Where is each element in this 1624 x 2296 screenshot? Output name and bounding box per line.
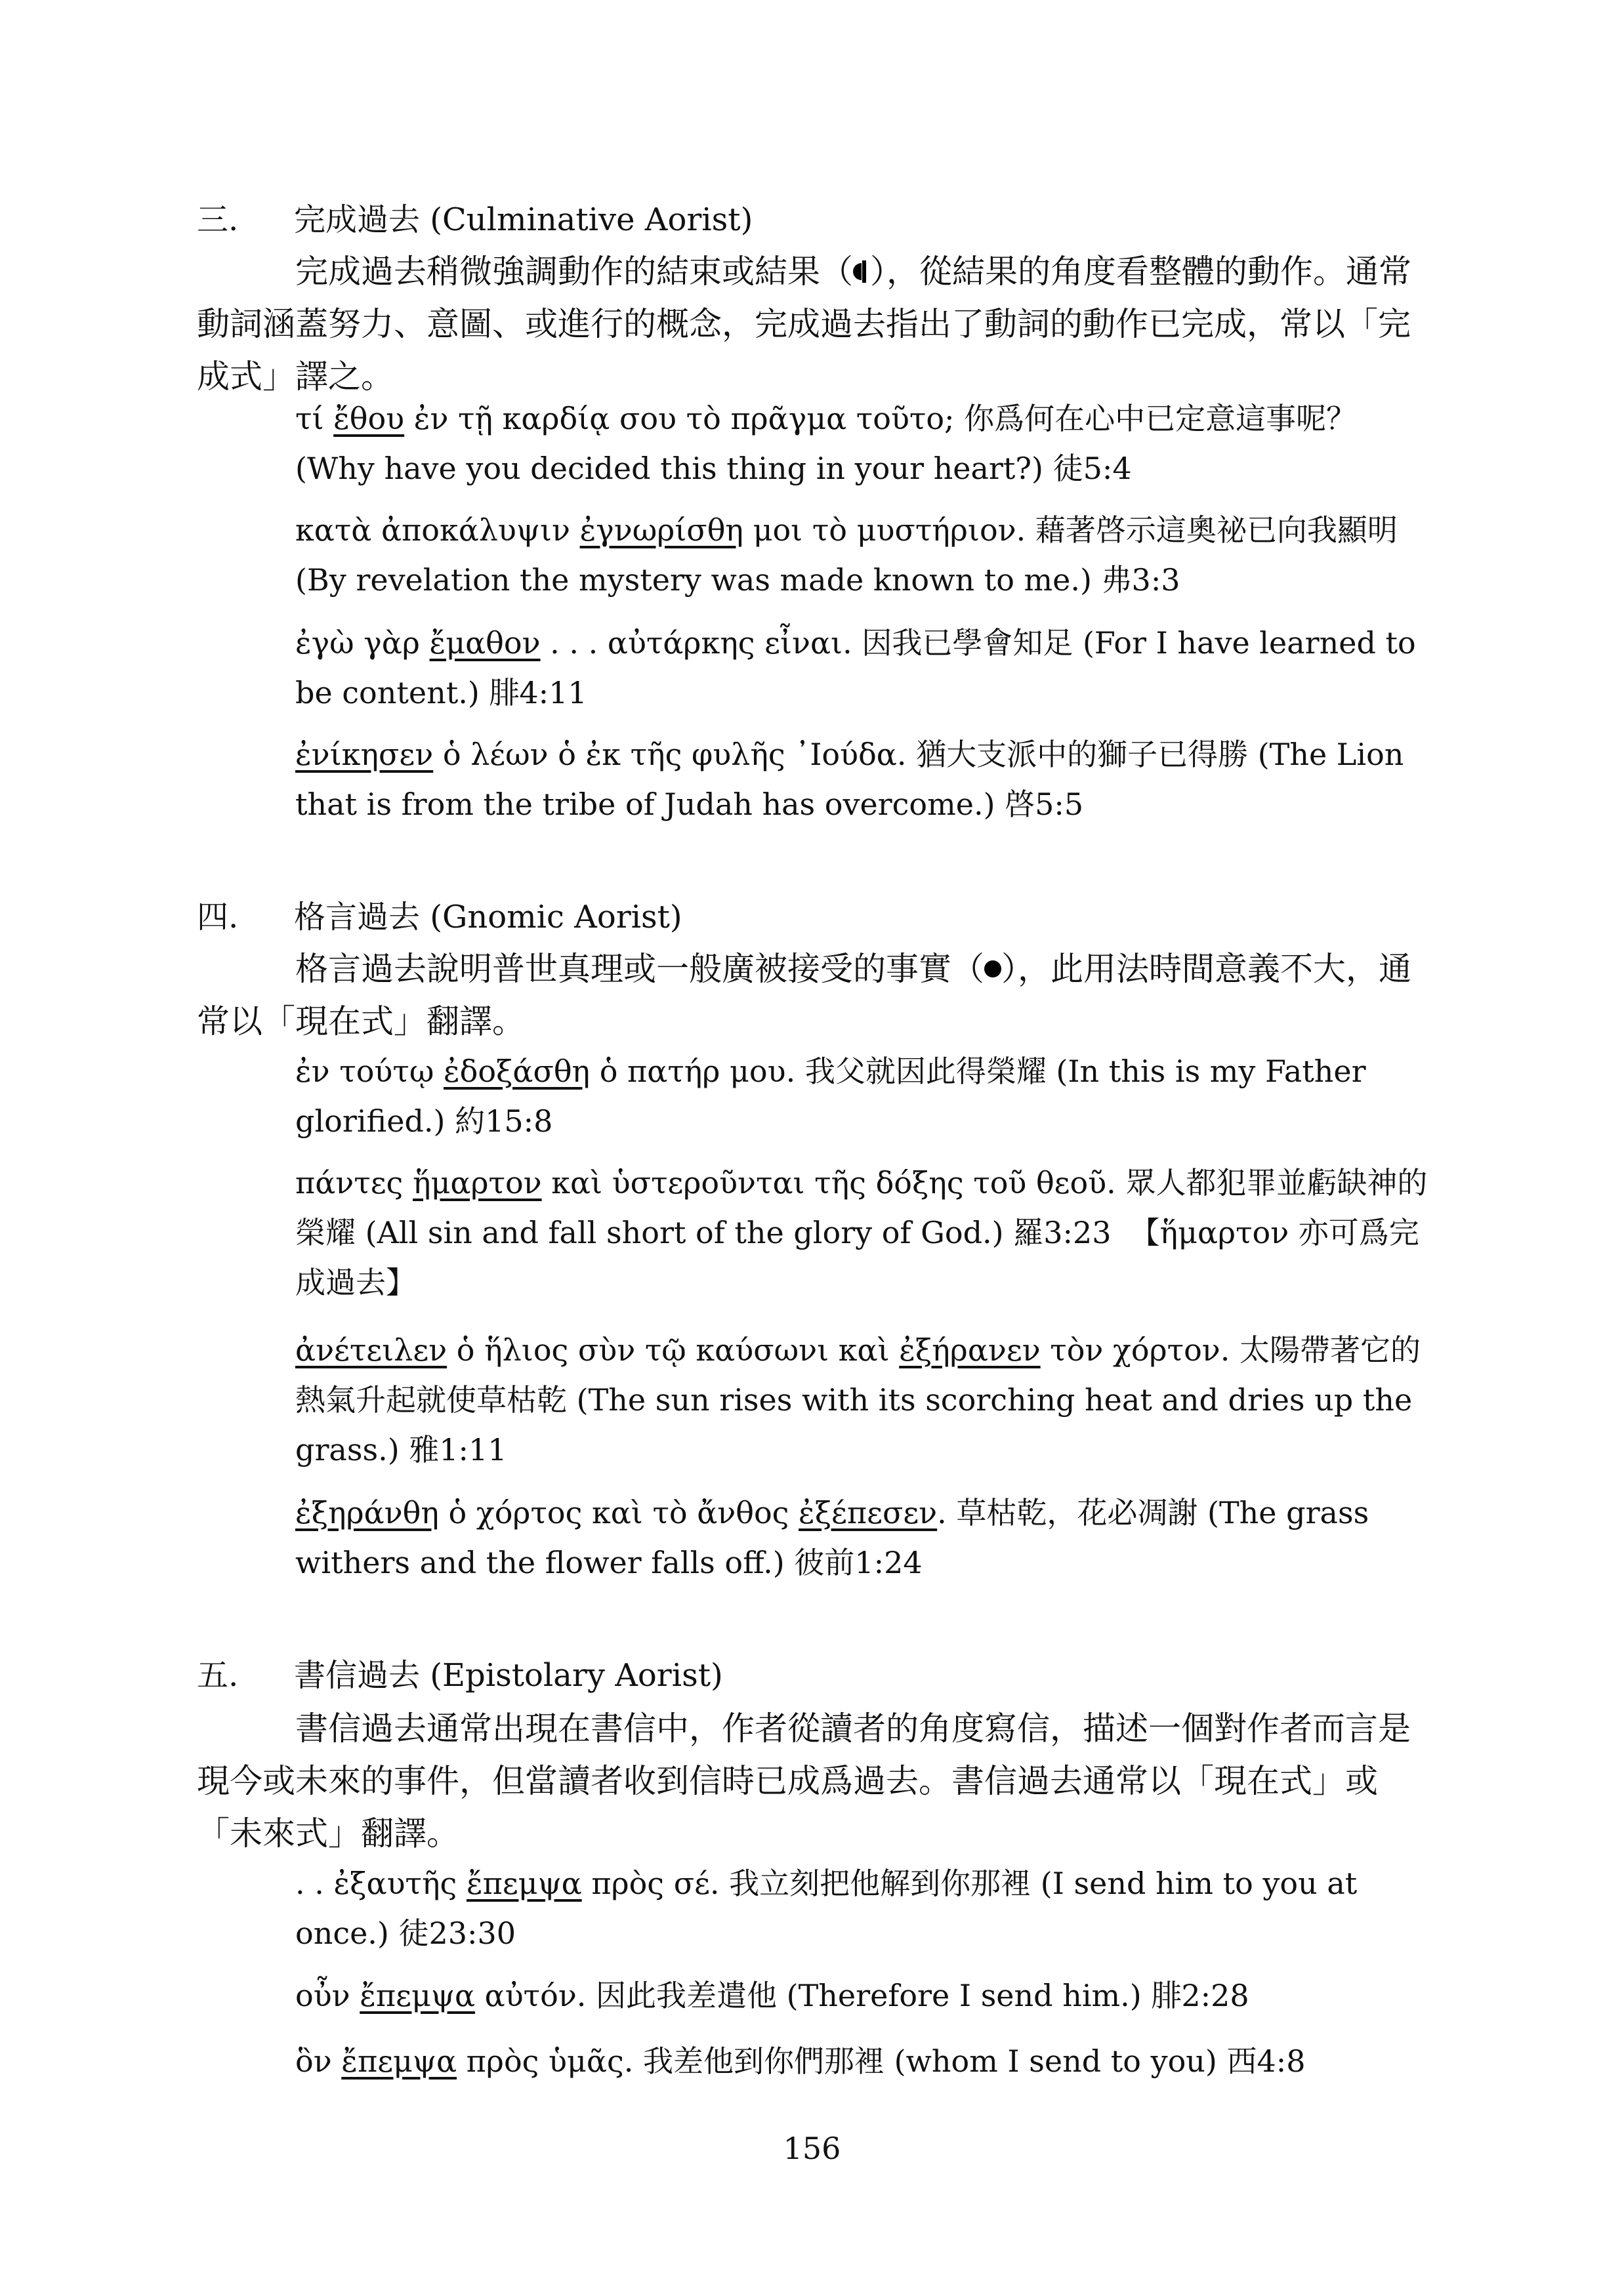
section-title: 書信過去 (Epistolary Aorist) [294,1657,723,1694]
greek-text: πάντες [295,1165,413,1200]
example-item [295,1971,1430,2020]
example-text: τὸν χόρτον. 太陽帶著它的熱氣升起就使草枯乾 (The sun rises with its scorching heat and dries up the grass.) 雅1:11 [295,1332,1421,1467]
example-item [295,1046,1430,1146]
section-intro-gnomic [197,943,1430,1048]
underlined-verb: ἔπεμψα [341,2043,457,2079]
section-heading-culminative [197,199,753,241]
example-text: καὶ ὑστεροῦνται τῆς δόξης τοῦ θεοῦ. 眾人都犯罪並虧缺神的榮耀 (All sin and fall short of the glory of God.) 羅3:23 [295,1165,1428,1250]
greek-text: τί [295,401,334,436]
example-item [295,729,1430,829]
example-item [295,394,1430,493]
section-number: 四. [197,899,239,935]
section-heading-epistolary [197,1654,723,1696]
section-title: 格言過去 (Gnomic Aorist) [294,899,682,935]
example-text: αὐτόν. 因此我差遣他 (Therefore I send him.) 腓2:28 [475,1978,1249,2013]
greek-text: . . ἐξαυτῆς [295,1866,467,1901]
section-intro-culminative [197,245,1430,403]
example-text: πρὸς σέ. 我立刻把他解到你那裡 (I send him to you at once.) 徒23:30 [295,1866,1358,1951]
page-number: 156 [783,2131,841,2166]
greek-text: ὃν [295,2043,342,2079]
underlined-verb: ἐξέπεσεν [799,1495,938,1530]
greek-text: ὁ χόρτος καὶ τὸ ἄνθος [438,1495,799,1530]
section-number: 五. [197,1657,239,1694]
example-item [295,1858,1430,1958]
greek-text: ἐγὼ γὰρ [295,625,430,661]
example-text: . 草枯乾，花必凋謝 (The grass withers and the flower falls off.) 彼前1:24 [295,1495,1369,1580]
example-item [295,1325,1430,1475]
example-text: ὁ πατήρ μου. 我父就因此得榮耀 (In this is my Father glorified.) 約15:8 [295,1054,1366,1139]
underlined-verb: ἔθου [333,401,405,436]
example-item [295,618,1430,718]
greek-text: οὖν [295,1978,360,2013]
underlined-verb: ἐνίκησεν [295,737,434,772]
underlined-verb: ἔμαθον [429,625,541,661]
intro-text-a: 完成過去稍微強調動作的結束或結果（ [295,253,853,291]
example-note: 【ἥμαρτον 亦可爲完成過去】 [295,1215,1419,1300]
example-text: μοι τὸ μυστήριον. 藉著啓示這奧祕已向我顯明 (By revelation the mystery was made known to me.) 弗3:3 [295,512,1398,598]
example-text: ἐν τῇ καρδίᾳ σου τὸ πρᾶγμα τοῦτο; 你爲何在心中已定意這事呢？ (Why have you decided this thing in your heart?) 徒5:4 [295,401,1357,486]
filled-dot-icon [984,960,1001,977]
underlined-verb: ἀνέτειλεν [295,1332,448,1368]
example-item [295,1158,1430,1307]
intro-text-a: 格言過去說明普世真理或一般廣被接受的事實（ [295,950,984,988]
section-number: 三. [197,201,239,238]
example-item [295,2036,1430,2086]
underlined-verb: ἐγνωρίσθη [579,512,743,548]
underlined-verb: ἐδοξάσθη [443,1054,591,1089]
example-item [295,1488,1430,1588]
underlined-verb: ἐξηράνθη [295,1495,439,1530]
example-text: πρὸς ὑμᾶς. 我差他到你們那裡 (whom I send to you) 西4:8 [457,2043,1306,2079]
underlined-verb: ἔπεμψα [360,1978,476,2013]
example-text: . . . αὐτάρκης εἶναι. 因我已學會知足 (For I have learned to be content.) 腓4:11 [295,625,1416,710]
example-item [295,505,1430,605]
half-circle-bar-icon [853,263,870,280]
intro-text-b: ），從結果的角度看整體的動作。通常動詞涵蓋努力、意圖、或進行的概念，完成過去指出了動詞的動作已完成，常以「完成式」譯之。 [197,253,1411,396]
underlined-verb: ἥμαρτον [412,1165,542,1200]
section-intro-epistolary: 書信過去通常出現在書信中，作者從讀者的角度寫信，描述一個對作者而言是現今或未來的事件，但當讀者收到信時已成爲過去。書信過去通常以「現在式」或「未來式」翻譯。 [197,1710,1411,1853]
intro-text-b: ），此用法時間意義不大，通常以「現在式」翻譯。 [197,950,1411,1040]
underlined-verb: ἐξήρανεν [899,1332,1041,1368]
greek-text: ἐν τούτῳ [295,1054,444,1089]
example-text: ὁ λέων ὁ ἐκ τῆς φυλῆς ᾿Ιούδα. 猶大支派中的獅子已得勝 (The Lion that is from the tribe of Judah has overcome.) 啓5:5 [295,737,1404,822]
greek-text: κατὰ ἀποκάλυψιν [295,512,580,548]
section-title: 完成過去 (Culminative Aorist) [294,201,753,238]
underlined-verb: ἔπεμψα [466,1866,582,1901]
greek-text: ὁ ἥλιος σὺν τῷ καύσωνι καὶ [447,1332,900,1368]
section-heading-gnomic [197,896,682,938]
